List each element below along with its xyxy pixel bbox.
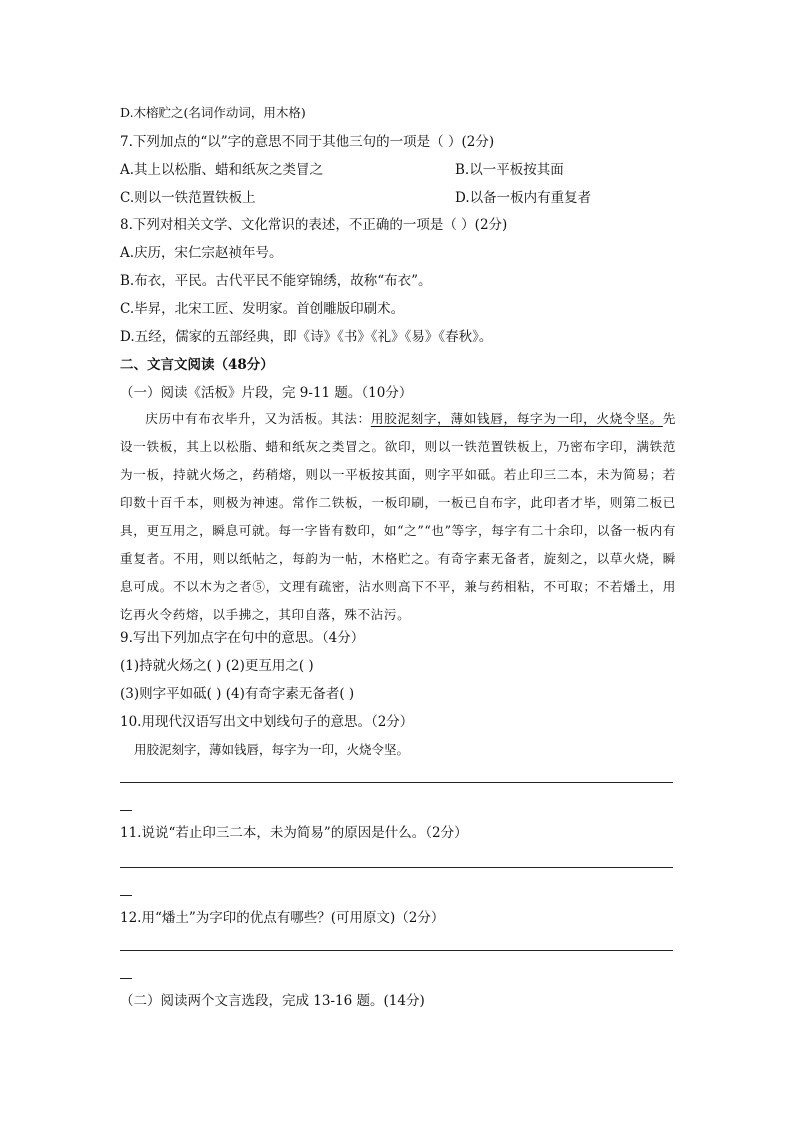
- q10-stem: 10.用现代汉语写出文中划线句子的意思。（2分）: [120, 714, 414, 730]
- answer-line: [120, 782, 673, 783]
- part2-heading: （二）阅读两个文言选段，完成 13-16 题。(14分): [120, 993, 425, 1009]
- part1-heading: （一）阅读《活板》片段，完 9-11 题。（10分）: [120, 385, 413, 401]
- answer-line-end: [120, 978, 132, 979]
- q7-option-d: D.以备一板内有重复者: [455, 190, 592, 206]
- q8-stem: 8.下列对相关文学、文化常识的表述，不正确的一项是（ ）(2分): [120, 217, 508, 233]
- q9-row-2: (3)则字平如砥( ) (4)有奇字素无备者( ): [120, 686, 355, 702]
- q9-row-1: (1)持就火炀之( ) (2)更互用之( ): [120, 658, 314, 674]
- q11-stem: 11.说说“若止印三二本，未为简易”的原因是什么。（2分）: [120, 825, 468, 841]
- q8-option-a: A.庆历，宋仁宗赵祯年号。: [120, 245, 283, 261]
- q7-option-c: C.则以一铁范置铁板上: [120, 190, 256, 206]
- q8-option-c: C.毕昇，北宋工匠、发明家。首创雕版印刷术。: [120, 301, 405, 317]
- answer-line-end: [120, 810, 132, 811]
- passage: [120, 405, 676, 627]
- answer-line: [120, 867, 673, 868]
- q7-option-b: B.以一平板按其面: [455, 162, 564, 178]
- q6-option-d: D.木榕贮之(名词作动词，用木格): [120, 105, 306, 120]
- answer-line-end: [120, 895, 132, 896]
- q9-stem: 9.写出下列加点字在句中的意思。（4分）: [120, 630, 365, 646]
- q10-quote: 用胶泥刻字，薄如钱唇，每字为一印，火烧令坚。: [134, 742, 410, 757]
- passage-underlined-sentence: 用胶泥刻字，薄如钱唇，每字为一印，火烧令坚。: [370, 411, 663, 426]
- q8-option-d: D.五经，儒家的五部经典，即《诗》《书》《礼》《易》《春秋》。: [120, 329, 493, 345]
- q12-stem: 12.用“燔土”为字印的优点有哪些？(可用原文)（2分）: [120, 910, 445, 926]
- passage-lead: 庆历中有布衣毕升，又为活板。其法：: [145, 411, 371, 426]
- q8-option-b: B.布衣，平民。古代平民不能穿锦绣，故称“布衣”。: [120, 273, 432, 289]
- passage-rest: 先设一铁板，其上以松脂、蜡和纸灰之类冒之。欲印，则以一铁范置铁板上，乃密布字印，满铁范为一板，持就火炀之，药稍熔，则以一平板按其面，则字平如砥。若止印三二本，未为简易；若印数十百千本，则极为神速。常作二铁板，一板印刷，一板已自布字，此印者才毕，则第二板已具，更互用之，瞬息可就。每一字皆有数印，如“之”“也”等字，每字有二十余印，以备一板内有重复者。不用，则以纸帖之，每韵为一帖，木格贮之。有奇字素无备者，旋刻之，以草火烧，瞬息可成。不以木为之者⑤，文理有疏密，沾水则高下不平，兼与药相粘，不可取；不若燔土，用讫再火令药熔，以手拂之，其印自落，殊不沾污。: [120, 411, 676, 622]
- section-heading: 二、文言文阅读（48分）: [120, 357, 274, 373]
- answer-line: [120, 950, 673, 951]
- q7-stem: 7.下列加点的“以”字的意思不同于其他三句的一项是（ ）(2分): [120, 134, 495, 150]
- q7-option-a: A.其上以松脂、蜡和纸灰之类冒之: [120, 162, 324, 178]
